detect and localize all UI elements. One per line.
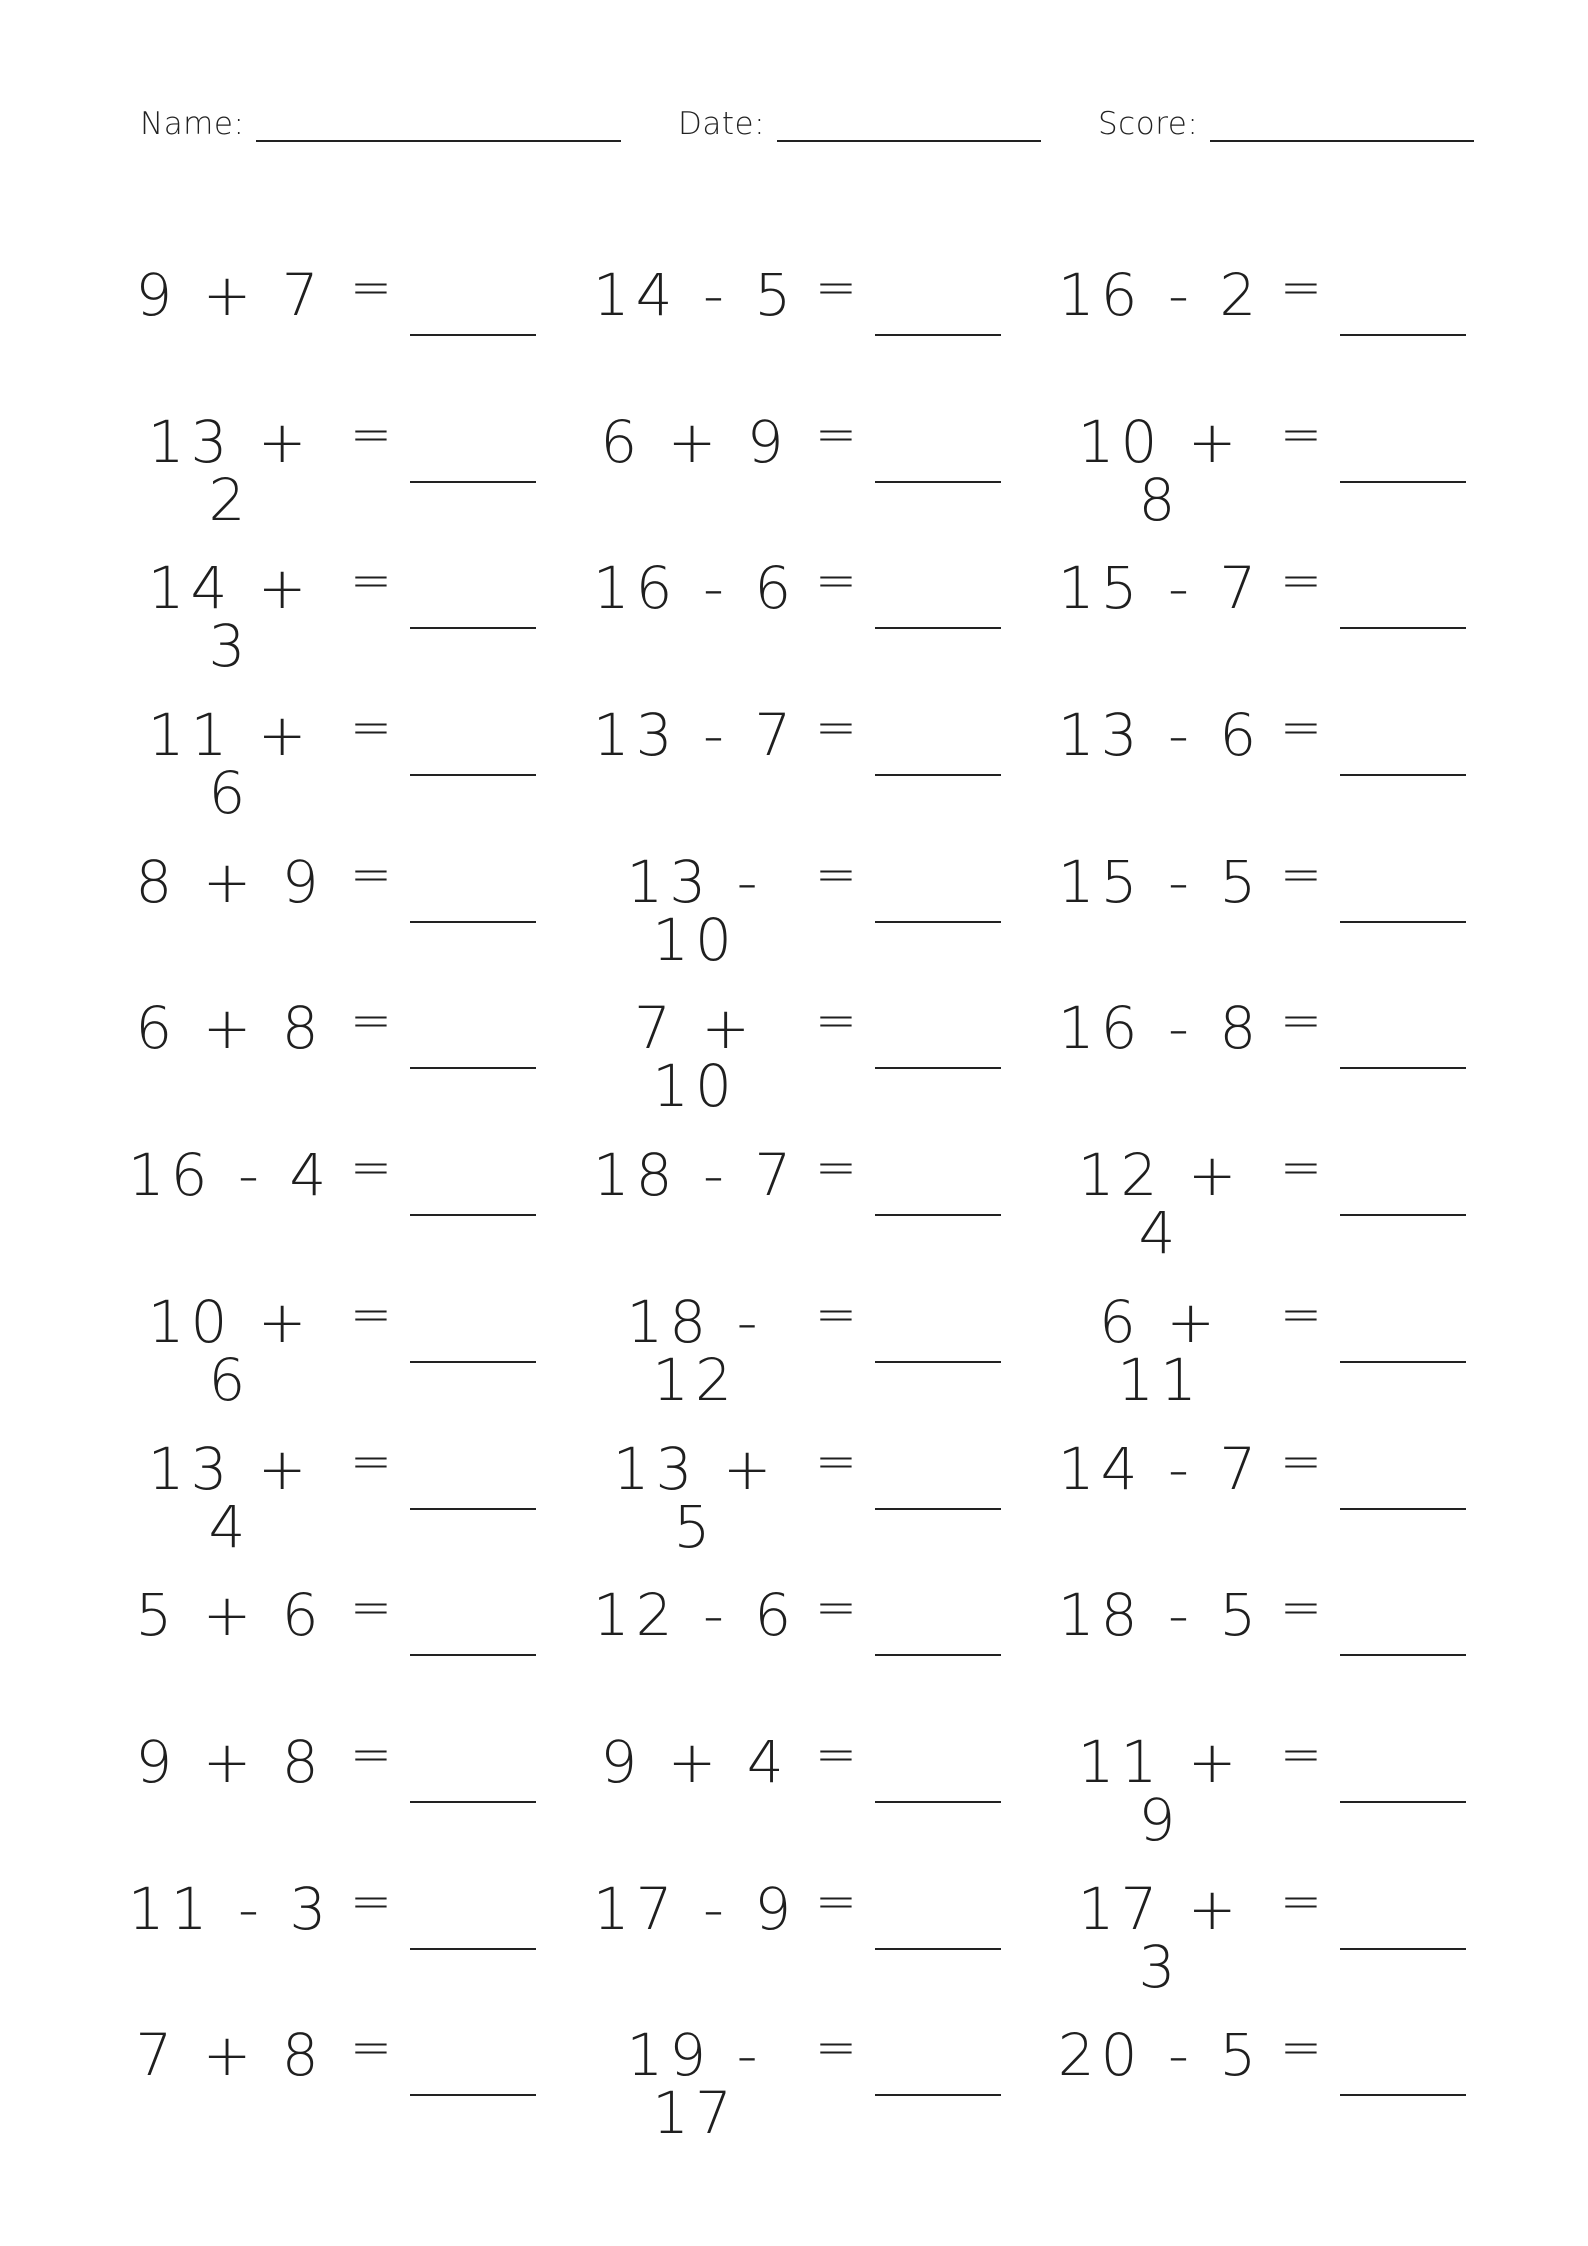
answer-blank[interactable] [410,1801,536,1803]
answer-blank[interactable] [1340,481,1466,483]
equals-sign: = [815,1724,857,1783]
equals-sign: = [350,1724,392,1783]
date-blank-line[interactable] [777,140,1041,142]
score-field[interactable] [1098,96,1474,146]
answer-blank[interactable] [875,1508,1001,1510]
problem-row [0,1719,1588,1866]
answer-blank[interactable] [875,1948,1001,1950]
answer-blank[interactable] [1340,627,1466,629]
answer-blank[interactable] [1340,1508,1466,1510]
answer-blank[interactable] [1340,1654,1466,1656]
problem-row [0,839,1588,986]
problem-expression: 18 - 7 [592,1141,798,1210]
problem-expression: 16 - 2 [1057,261,1263,329]
equals-sign: = [815,1138,857,1197]
equals-sign: = [350,1284,392,1343]
score-blank-line[interactable] [1210,140,1474,142]
equals-sign: = [815,404,857,463]
problem-expression: 15 - 5 [1057,847,1263,916]
problem-expression: 12 + 4 [1077,1141,1243,1268]
problem-expression: 7 + 10 [634,994,756,1121]
equals-sign: = [815,258,857,316]
equals-sign: = [1280,258,1322,316]
answer-blank[interactable] [410,1067,536,1069]
answer-blank[interactable] [1340,2094,1466,2096]
problem-expression: 8 + 9 [135,847,325,916]
answer-blank[interactable] [875,774,1001,776]
equals-sign: = [350,1431,392,1490]
score-label: Score: [1098,106,1199,142]
equals-sign: = [815,1871,857,1930]
answer-blank[interactable] [875,334,1001,336]
problem-expression: 9 + 4 [600,1727,790,1796]
answer-blank[interactable] [1340,1214,1466,1216]
problem-row [0,985,1588,1132]
equals-sign: = [1280,1871,1322,1930]
answer-blank[interactable] [875,921,1001,923]
problem-expression: 13 + 4 [147,1434,313,1561]
problem-expression: 16 - 4 [127,1141,333,1210]
problem-expression: 11 + 6 [147,701,313,828]
problem-row [0,1279,1588,1426]
answer-blank[interactable] [410,1948,536,1950]
problem-expression: 6 + 11 [1099,1287,1221,1414]
problem-row [0,1866,1588,2013]
equals-sign: = [815,551,857,610]
problem-expression: 7 + 8 [135,2021,325,2090]
worksheet-header [0,96,1588,146]
equals-sign: = [350,404,392,463]
answer-blank[interactable] [410,481,536,483]
problem-expression: 9 + 7 [135,261,325,329]
problem-expression: 13 - 6 [1057,701,1263,770]
equals-sign: = [1280,2018,1322,2077]
problem-expression: 14 + 3 [147,554,313,681]
answer-blank[interactable] [1340,1801,1466,1803]
answer-blank[interactable] [410,2094,536,2096]
equals-sign: = [1280,1431,1322,1490]
answer-blank[interactable] [875,481,1001,483]
equals-sign: = [350,844,392,903]
equals-sign: = [1280,1724,1322,1783]
date-label: Date: [678,106,766,142]
problem-expression: 6 + 9 [600,407,790,476]
answer-blank[interactable] [410,1508,536,1510]
problem-expression: 12 - 6 [592,1581,798,1650]
problem-expression: 15 - 7 [1057,554,1263,623]
answer-blank[interactable] [410,1361,536,1363]
answer-blank[interactable] [875,1654,1001,1656]
problem-grid [0,252,1588,2159]
answer-blank[interactable] [1340,334,1466,336]
answer-blank[interactable] [410,1214,536,1216]
name-blank-line[interactable] [256,140,621,142]
answer-blank[interactable] [1340,1361,1466,1363]
problem-expression: 13 + 2 [147,407,313,534]
name-label: Name: [140,106,245,142]
answer-blank[interactable] [410,334,536,336]
problem-row [0,1132,1588,1279]
equals-sign: = [1280,844,1322,903]
problem-expression: 20 - 5 [1057,2021,1263,2090]
answer-blank[interactable] [1340,921,1466,923]
problem-row [0,252,1588,399]
problem-row [0,692,1588,839]
problem-row [0,399,1588,546]
answer-blank[interactable] [410,921,536,923]
answer-blank[interactable] [1340,774,1466,776]
problem-expression: 18 - 12 [626,1287,764,1414]
problem-expression: 10 + 6 [147,1287,313,1414]
equals-sign: = [1280,1578,1322,1637]
answer-blank[interactable] [875,1067,1001,1069]
equals-sign: = [350,258,392,316]
problem-expression: 9 + 8 [135,1727,325,1796]
date-field[interactable] [678,96,1041,146]
problem-row [0,545,1588,692]
problem-expression: 13 + 5 [612,1434,778,1561]
problem-expression: 18 - 5 [1057,1581,1263,1650]
answer-blank[interactable] [410,774,536,776]
equals-sign: = [350,551,392,610]
equals-sign: = [350,1578,392,1637]
equals-sign: = [350,991,392,1050]
problem-expression: 5 + 6 [135,1581,325,1650]
equals-sign: = [815,844,857,903]
equals-sign: = [1280,551,1322,610]
problem-expression: 11 - 3 [127,1874,333,1943]
problem-expression: 6 + 8 [135,994,325,1063]
problem-expression: 14 - 7 [1057,1434,1263,1503]
problem-expression: 13 - 10 [626,847,764,974]
answer-blank[interactable] [1340,1067,1466,1069]
problem-expression: 16 - 6 [592,554,798,623]
problem-expression: 17 - 9 [592,1874,798,1943]
problem-expression: 13 - 7 [592,701,798,770]
equals-sign: = [1280,991,1322,1050]
answer-blank[interactable] [875,1801,1001,1803]
answer-blank[interactable] [875,2094,1001,2096]
answer-blank[interactable] [410,627,536,629]
problem-expression: 11 + 9 [1077,1727,1243,1854]
answer-blank[interactable] [410,1654,536,1656]
equals-sign: = [815,1578,857,1637]
equals-sign: = [350,2018,392,2077]
equals-sign: = [815,698,857,757]
equals-sign: = [815,991,857,1050]
answer-blank[interactable] [1340,1948,1466,1950]
problem-expression: 14 - 5 [592,261,798,329]
problem-expression: 10 + 8 [1077,407,1243,534]
equals-sign: = [1280,1284,1322,1343]
name-field[interactable] [140,96,621,146]
problem-expression: 17 + 3 [1077,1874,1243,2001]
problem-row [0,1426,1588,1573]
equals-sign: = [1280,404,1322,463]
answer-blank[interactable] [875,1214,1001,1216]
equals-sign: = [350,1138,392,1197]
equals-sign: = [815,1284,857,1343]
problem-row [0,1572,1588,1719]
equals-sign: = [1280,1138,1322,1197]
equals-sign: = [1280,698,1322,757]
equals-sign: = [350,698,392,757]
problem-expression: 16 - 8 [1057,994,1263,1063]
equals-sign: = [815,1431,857,1490]
equals-sign: = [815,2018,857,2077]
problem-row [0,2012,1588,2159]
answer-blank[interactable] [875,627,1001,629]
answer-blank[interactable] [875,1361,1001,1363]
equals-sign: = [350,1871,392,1930]
problem-expression: 19 - 17 [626,2021,764,2148]
